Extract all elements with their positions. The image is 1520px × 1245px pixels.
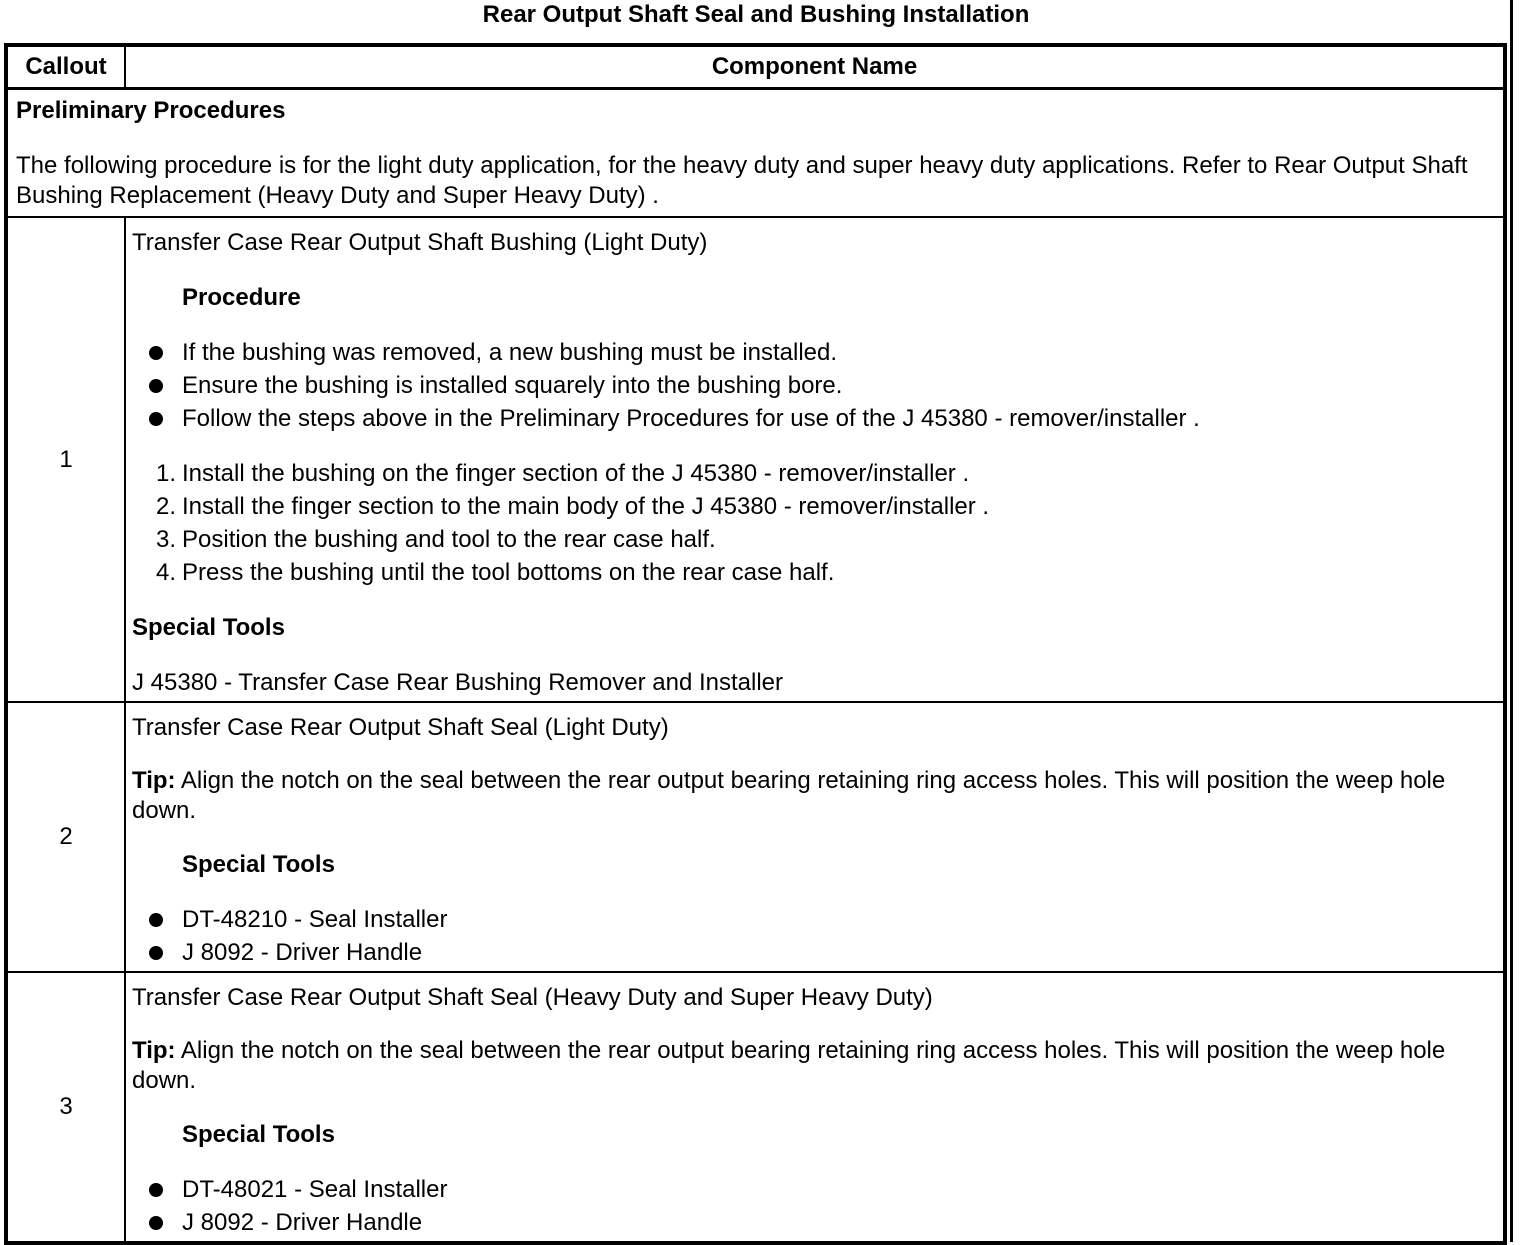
table-row [6,217,1505,702]
special-tool-text: J 45380 - Transfer Case Rear Bushing Remover and Installer [132,669,783,696]
list-item: DT-48210 - Seal Installer [132,903,1497,936]
special-tools-list [132,903,1497,969]
tip-label: Tip: [132,767,176,794]
component-cell [125,972,1505,1243]
list-item: 1. Install the bushing on the finger section of the J 45380 - remover/installer . [155,460,970,487]
header-callout: Callout [6,45,125,89]
preliminary-cell [6,89,1505,218]
tip-paragraph [132,766,1497,826]
list-item: DT-48021 - Seal Installer [132,1173,1497,1206]
preliminary-text: The following procedure is for the light duty application, for the heavy duty and super heavy duty applications. Refer to Rear Output Shaft Bushing Replacement (Heavy Duty and Super Heavy Duty) . [16,152,1468,209]
component-name: Transfer Case Rear Output Shaft Seal (Heavy Duty and Super Heavy Duty) [132,984,933,1011]
bullet-icon [149,1216,163,1230]
procedure-bullet-list [132,336,1497,435]
component-cell [125,217,1505,702]
bullet-icon [149,1183,163,1197]
procedure-table [4,43,1507,1245]
list-item: If the bushing was removed, a new bushing must be installed. [132,336,1497,369]
bullet-icon [149,379,163,393]
list-item: Ensure the bushing is installed squarely into the bushing bore. [132,369,1497,402]
component-cell [125,702,1505,972]
component-name: Transfer Case Rear Output Shaft Bushing (Light Duty) [132,229,708,256]
bullet-icon [149,412,163,426]
bullet-icon [149,346,163,360]
table-row [6,702,1505,972]
list-item: J 8092 - Driver Handle [132,1206,1497,1239]
table-row [6,972,1505,1243]
header-component-name: Component Name [125,45,1505,89]
list-item: J 8092 - Driver Handle [132,936,1497,969]
tip-text: Align the notch on the seal between the rear output bearing retaining ring access holes. This will position the weep hole down. [132,1037,1446,1094]
special-tools-heading: Special Tools [132,614,285,641]
list-item: 3. Position the bushing and tool to the rear case half. [155,526,716,553]
list-item: 4. Press the bushing until the tool bottoms on the rear case half. [155,559,835,586]
document-title: Rear Output Shaft Seal and Bushing Installation [482,1,1030,28]
component-name: Transfer Case Rear Output Shaft Seal (Light Duty) [132,714,669,741]
preliminary-row [6,89,1505,218]
callout-number: 1 [6,217,125,702]
special-tools-heading: Special Tools [182,1121,335,1148]
tip-paragraph [132,1036,1497,1096]
special-tools-heading: Special Tools [182,851,335,878]
callout-number: 3 [6,972,125,1243]
preliminary-title: Preliminary Procedures [16,97,286,124]
page-right-border [1510,0,1513,1242]
procedure-step-list [132,457,1497,589]
bullet-icon [149,946,163,960]
list-item: Follow the steps above in the Preliminary Procedures for use of the J 45380 - remover/installer . [132,402,1497,435]
tip-text: Align the notch on the seal between the rear output bearing retaining ring access holes. This will position the weep hole down. [132,767,1446,824]
callout-number: 2 [6,702,125,972]
tip-label: Tip: [132,1037,176,1064]
bullet-icon [149,913,163,927]
list-item: 2. Install the finger section to the main body of the J 45380 - remover/installer . [155,493,990,520]
special-tools-list [132,1173,1497,1239]
procedure-heading: Procedure [182,284,301,311]
header-row [6,45,1505,89]
